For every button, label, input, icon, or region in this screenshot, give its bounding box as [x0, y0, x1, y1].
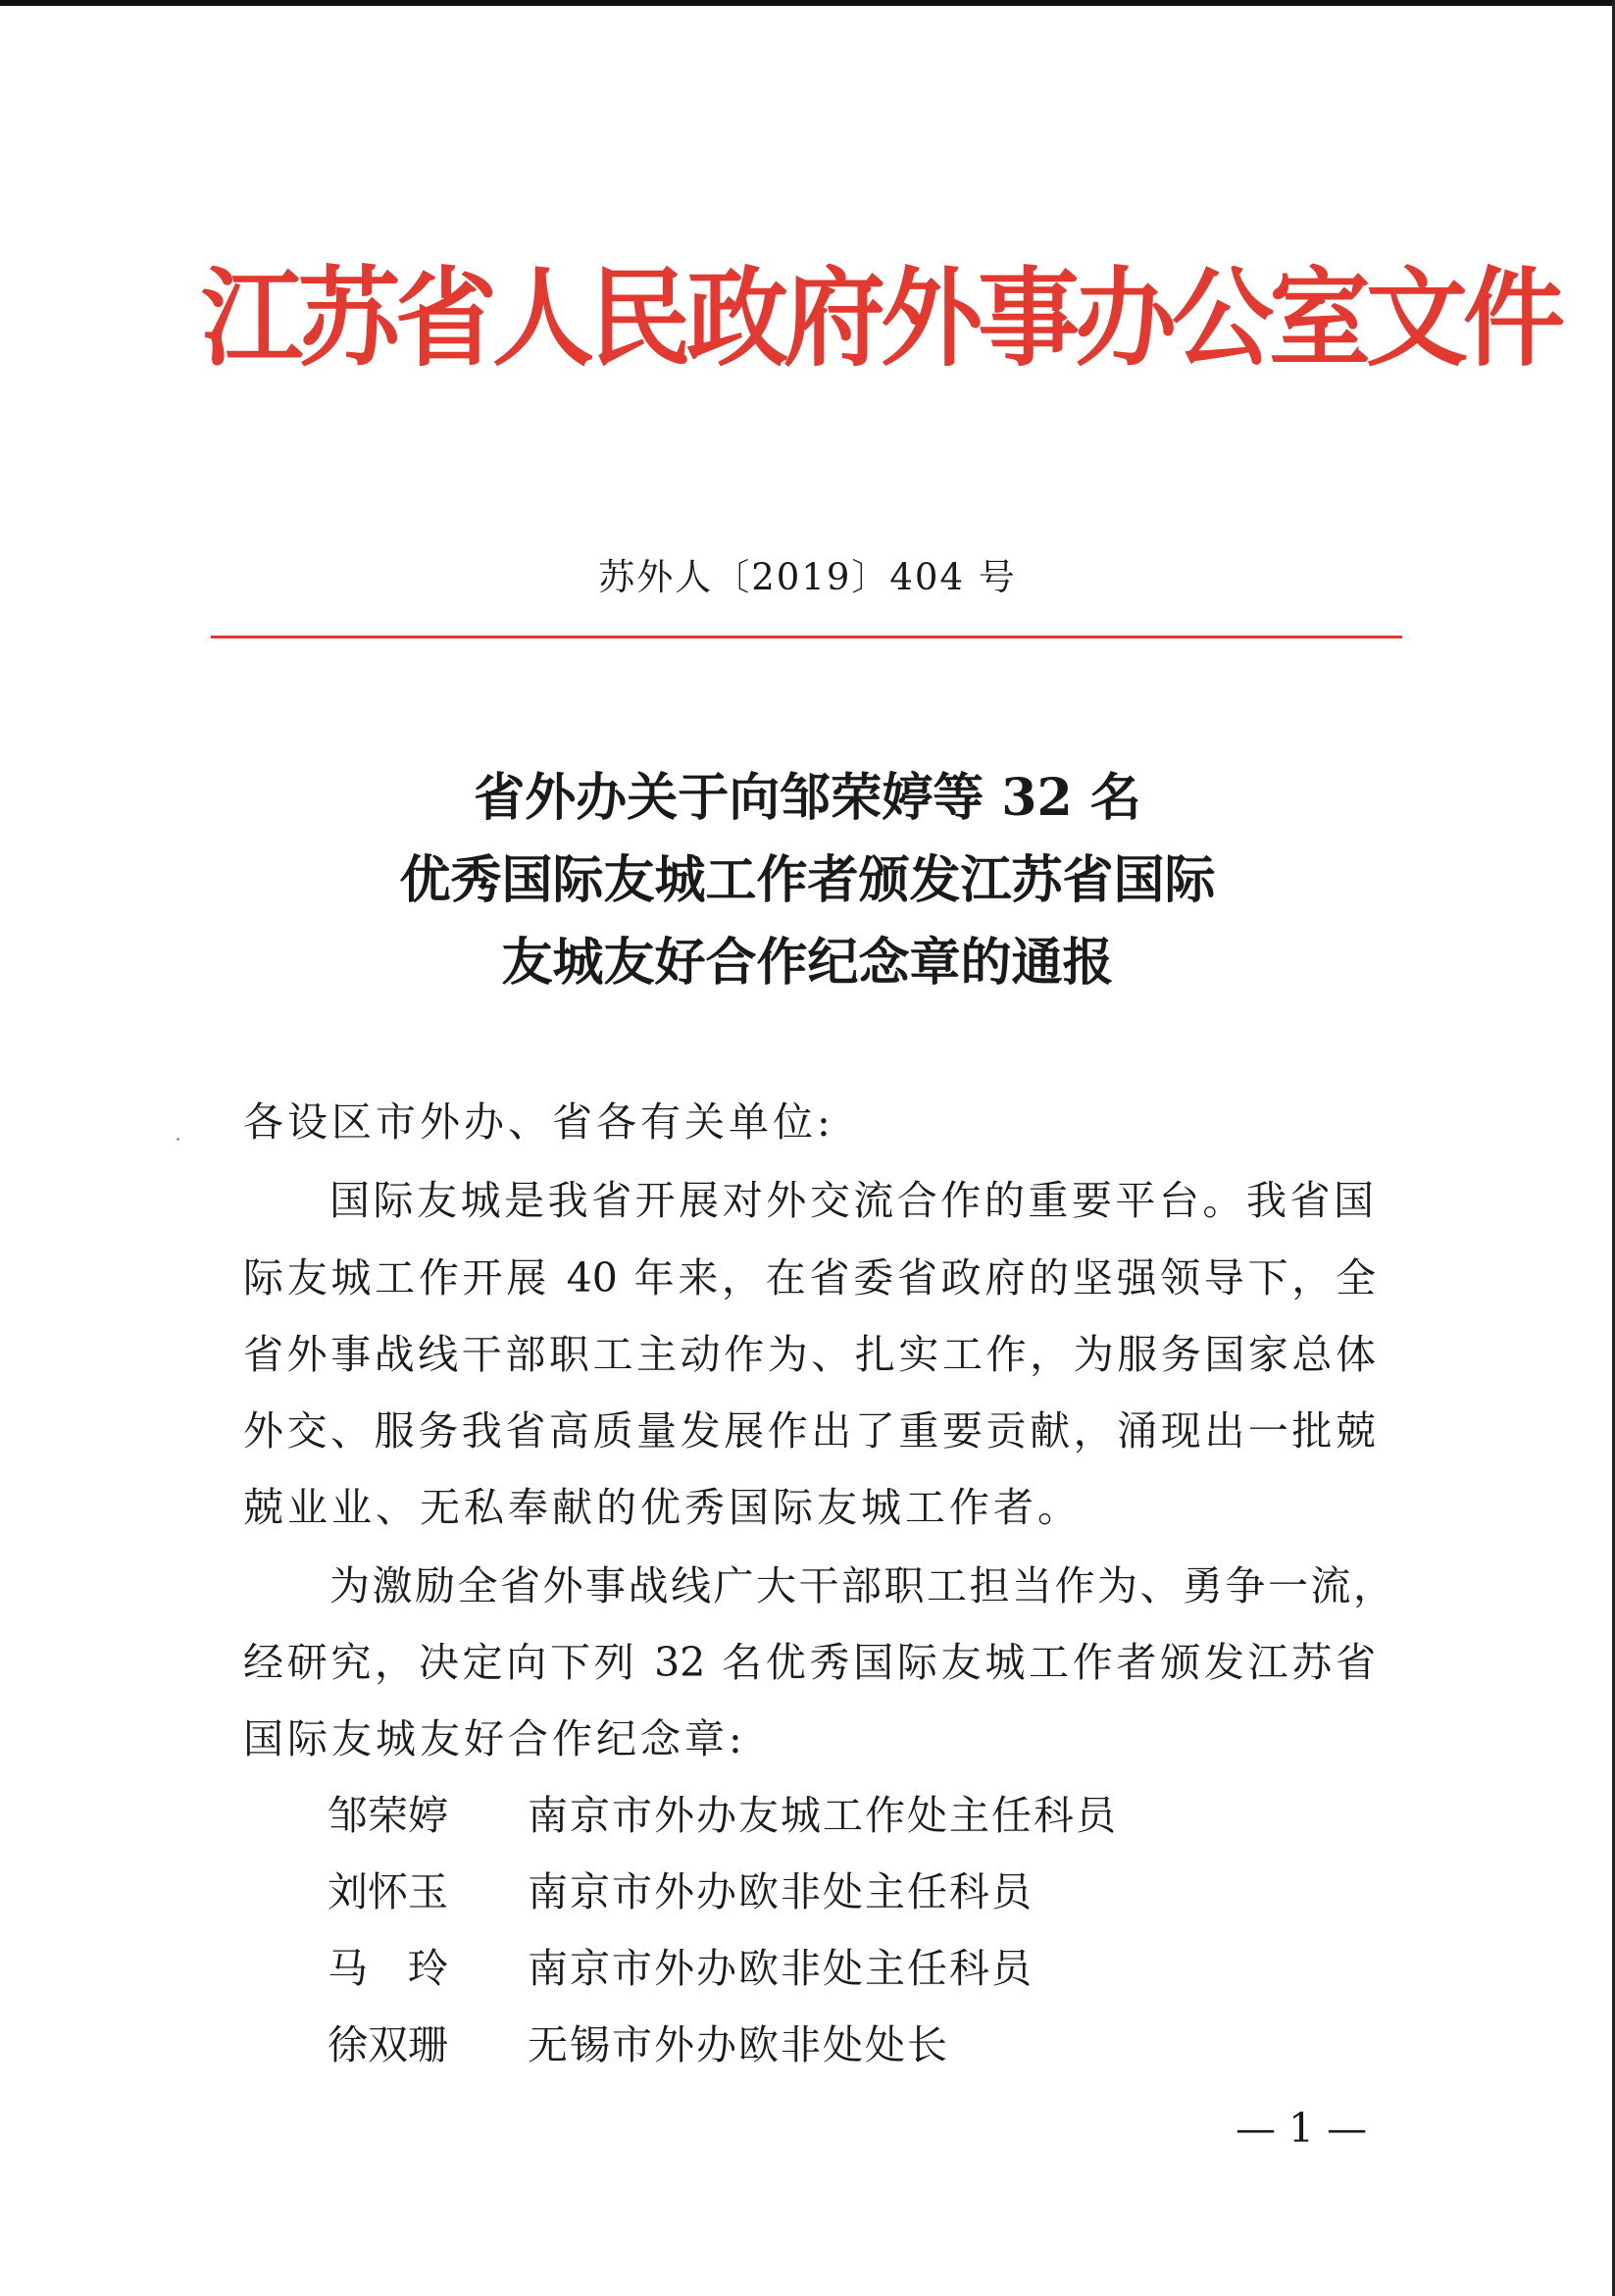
document-title-line-1: 省外办关于向邹荣婷等 32 名 — [474, 768, 1141, 828]
document-title-line-2: 优秀国际友城工作者颁发江苏省国际 — [399, 850, 1216, 910]
paragraph-1-line-3: 省外事战线干部职工主动作为、扎实工作，为服务国家总体 — [243, 1331, 1376, 1378]
recipient-title: 无锡市外办欧非处处长 — [528, 2021, 949, 2068]
page-number: — 1 — — [1236, 2105, 1368, 2152]
document-title-line-3: 友城友好合作纪念章的通报 — [501, 933, 1114, 993]
scan-speck — [177, 1138, 179, 1141]
recipient-title: 南京市外办欧非处主任科员 — [528, 1868, 1034, 1915]
document-header-title: 江苏省人民政府外事办公室文件 — [201, 254, 1561, 382]
paragraph-1-line-2: 际友城工作开展 40 年来，在省委省政府的坚强领导下，全 — [243, 1254, 1376, 1301]
recipient-name: 刘怀玉 — [328, 1868, 448, 1915]
paragraph-1-line-4: 外交、服务我省高质量发展作出了重要贡献，涌现出一批兢 — [243, 1407, 1376, 1454]
paragraph-2-line-1: 为激励全省外事战线广大干部职工担当作为、勇争一流， — [329, 1562, 1393, 1609]
document-number: 苏外人〔2019〕404 号 — [598, 556, 1017, 598]
recipient-title: 南京市外办欧非处主任科员 — [528, 1945, 1034, 1992]
recipient-name: 徐双珊 — [328, 2021, 448, 2068]
red-divider-line — [211, 636, 1402, 638]
scan-border-top — [0, 0, 1615, 6]
paragraph-2-line-3: 国际友城友好合作纪念章: — [243, 1715, 746, 1762]
recipient-name: 邹荣婷 — [328, 1792, 448, 1839]
addressee: 各设区市外办、省各有关单位: — [243, 1098, 834, 1146]
recipient-name: 马 玲 — [328, 1945, 448, 1992]
paragraph-1-line-1: 国际友城是我省开展对外交流合作的重要平台。我省国 — [329, 1177, 1374, 1224]
recipient-title: 南京市外办友城工作处主任科员 — [528, 1792, 1118, 1839]
paragraph-2-line-2: 经研究，决定向下列 32 名优秀国际友城工作者颁发江苏省 — [243, 1639, 1376, 1686]
paragraph-1-line-5: 兢业业、无私奉献的优秀国际友城工作者。 — [243, 1484, 1082, 1531]
